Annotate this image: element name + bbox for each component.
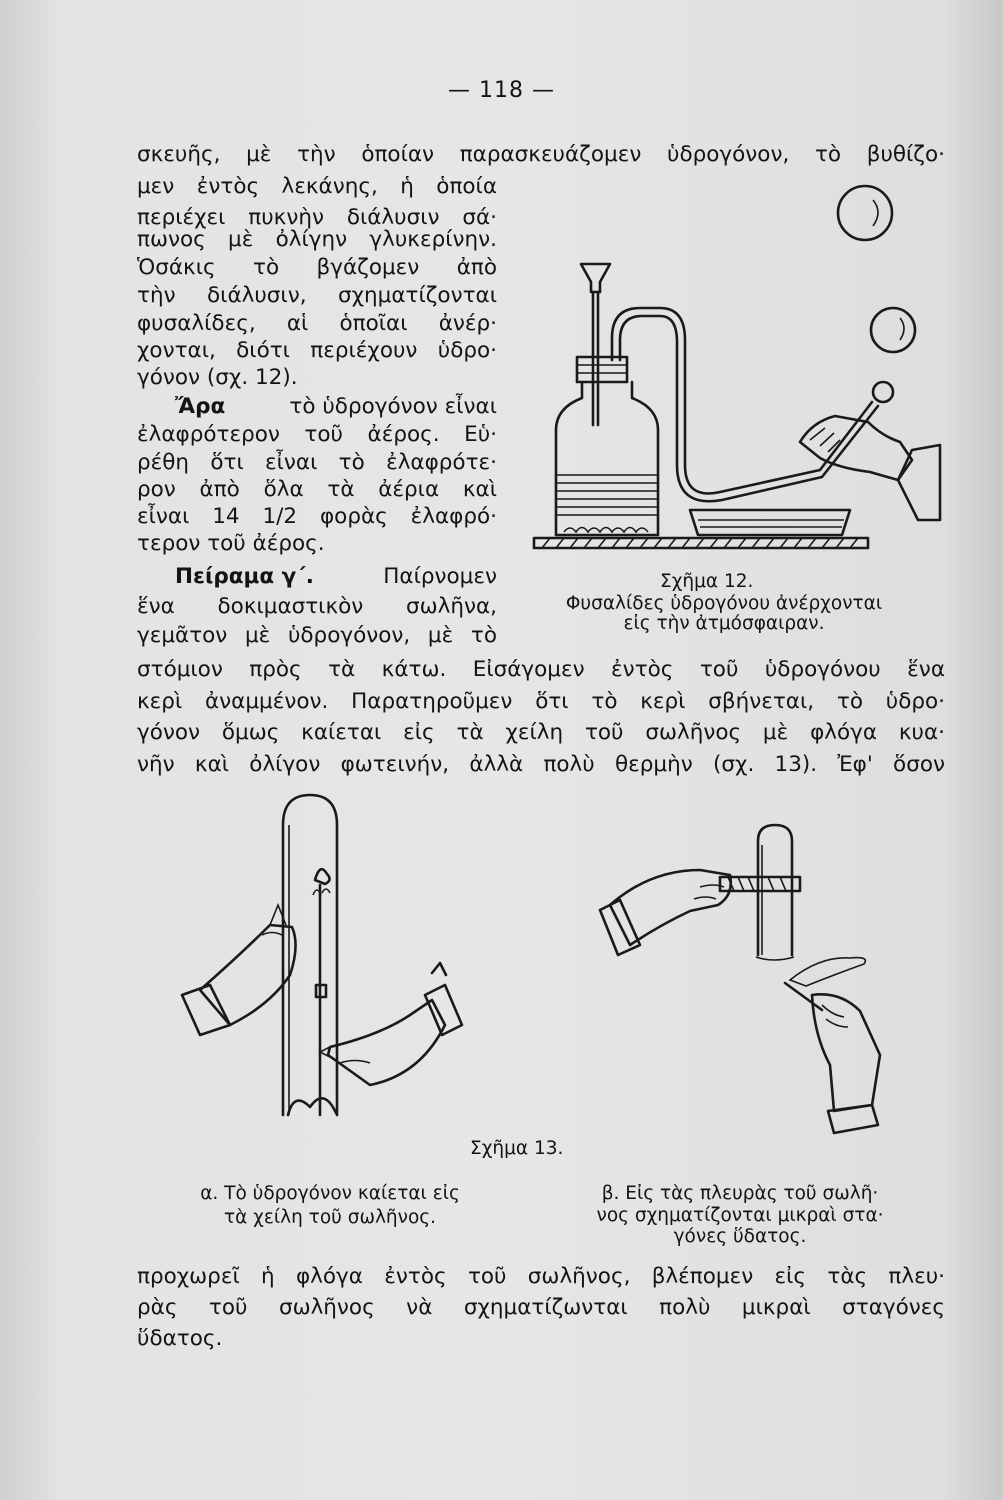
- page-number: — 118 —: [448, 78, 555, 103]
- figure-13b-caption: νος σχηματίζονται μικραὶ στα·: [596, 1205, 884, 1226]
- figure-12-caption: εἰς τὴν ἀτμόσφαιραν.: [623, 613, 825, 634]
- text-line: στόμιον πρὸς τὰ κάτω. Εἰσάγομεν ἐντὸς τοῦ ὑδρογόνου ἕνα: [137, 657, 945, 682]
- liquid-lines: [556, 475, 658, 515]
- text-line: γεμᾶτον μὲ ὑδρογόνον, μὲ τὸ: [137, 623, 497, 648]
- figure-12-caption: Φυσαλίδες ὑδρογόνου ἀνέρχονται: [565, 593, 883, 614]
- text-line: κερὶ ἀναμμένον. Παρατηροῦμεν ὅτι τὸ κερὶ σβήνεται, τὸ ὑδρο·: [137, 689, 945, 714]
- sleeve-cuff: [182, 985, 230, 1035]
- text-line: ρὰς τοῦ σωλῆνος νὰ σχηματίζωνται πολὺ μικραὶ σταγόνες: [137, 1295, 945, 1320]
- text-span: Παίρνομεν: [383, 564, 497, 589]
- test-tube-icon: [283, 795, 337, 1115]
- delivery-tube: [612, 308, 872, 493]
- flask-icon: [556, 382, 658, 535]
- bubble-large-icon: [838, 186, 892, 240]
- figure-13b-caption: γόνες ὕδατος.: [673, 1226, 807, 1247]
- figure-13b-caption: β. Εἰς τὰς πλευρὰς τοῦ σωλῆ·: [601, 1183, 879, 1204]
- text-line: ὕδατος.: [137, 1326, 223, 1351]
- experiment-heading: Πείραμα γ΄.: [175, 564, 314, 589]
- hand-icon: [328, 1000, 445, 1085]
- text-line: φυσαλίδες, αἱ ὁποῖαι ἀνέρ·: [137, 311, 497, 336]
- figure-12-illustration: [520, 180, 960, 560]
- text-line: γόνον (σχ. 12).: [137, 365, 298, 390]
- burner-flame: [790, 958, 865, 986]
- text-line: ρον ἀπὸ ὅλα τὰ ἀέρια καὶ: [137, 477, 497, 502]
- text-span: τὸ ὑδρογόνον εἶναι: [289, 394, 497, 419]
- emphasis-lead: Ἄρα: [175, 394, 226, 419]
- burner-tube: [785, 983, 822, 1010]
- figure-13-label: Σχῆμα 13.: [470, 1138, 564, 1159]
- text-line: νῆν καὶ ὀλίγον φωτεινήν, ἀλλὰ πολὺ θερμὴν (σχ. 13). Ἐφ' ὅσον: [137, 752, 945, 777]
- figure-13a-illustration: [170, 785, 470, 1135]
- text-line: ἕνα δοκιμαστικὸν σωλῆνα,: [137, 594, 497, 619]
- candle-flame: [315, 869, 330, 884]
- text-line: μεν ἐντὸς λεκάνης, ἡ ὁποία: [137, 174, 497, 199]
- text-line: τὴν διάλυσιν, σχηματίζονται: [137, 283, 497, 308]
- text-line: σκευῆς, μὲ τὴν ὁποίαν παρασκευάζομεν ὑδρογόνον, τὸ βυθίζο·: [137, 142, 945, 167]
- text-line: τερον τοῦ ἀέρος.: [137, 531, 325, 556]
- text-line: γόνον ὅμως καίεται εἰς τὰ χείλη τοῦ σωλῆνος μὲ φλόγα κυα·: [137, 720, 945, 745]
- text-line: χονται, διότι περιέχουν ὑδρο·: [137, 338, 497, 363]
- bubble-blowing-bulb: [873, 382, 893, 402]
- funnel-icon: [581, 264, 610, 292]
- figure-13a-caption: α. Τὸ ὑδρογόνον καίεται εἰς: [200, 1183, 460, 1204]
- text-line: [175, 393, 497, 421]
- figure-13b-illustration: [590, 815, 910, 1135]
- hand-icon: [812, 994, 880, 1111]
- sleeve-cuff: [898, 445, 940, 520]
- text-line: [175, 563, 497, 591]
- text-line: ἐλαφρότερον τοῦ ἀέρος. Εὑ·: [137, 422, 497, 447]
- zinc-granules: [564, 528, 648, 533]
- bubble-small-icon: [871, 308, 915, 352]
- figure-12-label: Σχῆμα 12.: [660, 571, 754, 592]
- text-line: ρέθη ὅτι εἶναι τὸ ἐλαφρότε·: [137, 450, 497, 475]
- figure-13a-caption: τὰ χείλη τοῦ σωλῆνος.: [223, 1207, 437, 1228]
- text-line: εἶναι 14 1/2 φορὰς ἐλαφρό·: [137, 504, 497, 529]
- text-line: Ὁσάκις τὸ βγάζομεν ἀπὸ: [137, 255, 497, 280]
- text-line: περιέχει πυκνὴν διάλυσιν σά·: [137, 205, 497, 230]
- text-line: πωνος μὲ ὀλίγην γλυκερίνην.: [137, 227, 497, 252]
- hand-icon: [200, 925, 296, 1025]
- basin-icon: [690, 510, 850, 535]
- hand-icon: [610, 870, 731, 945]
- text-line: προχωρεῖ ἡ φλόγα ἐντὸς τοῦ σωλῆνος, βλέπομεν εἰς τὰς πλευ·: [137, 1264, 945, 1289]
